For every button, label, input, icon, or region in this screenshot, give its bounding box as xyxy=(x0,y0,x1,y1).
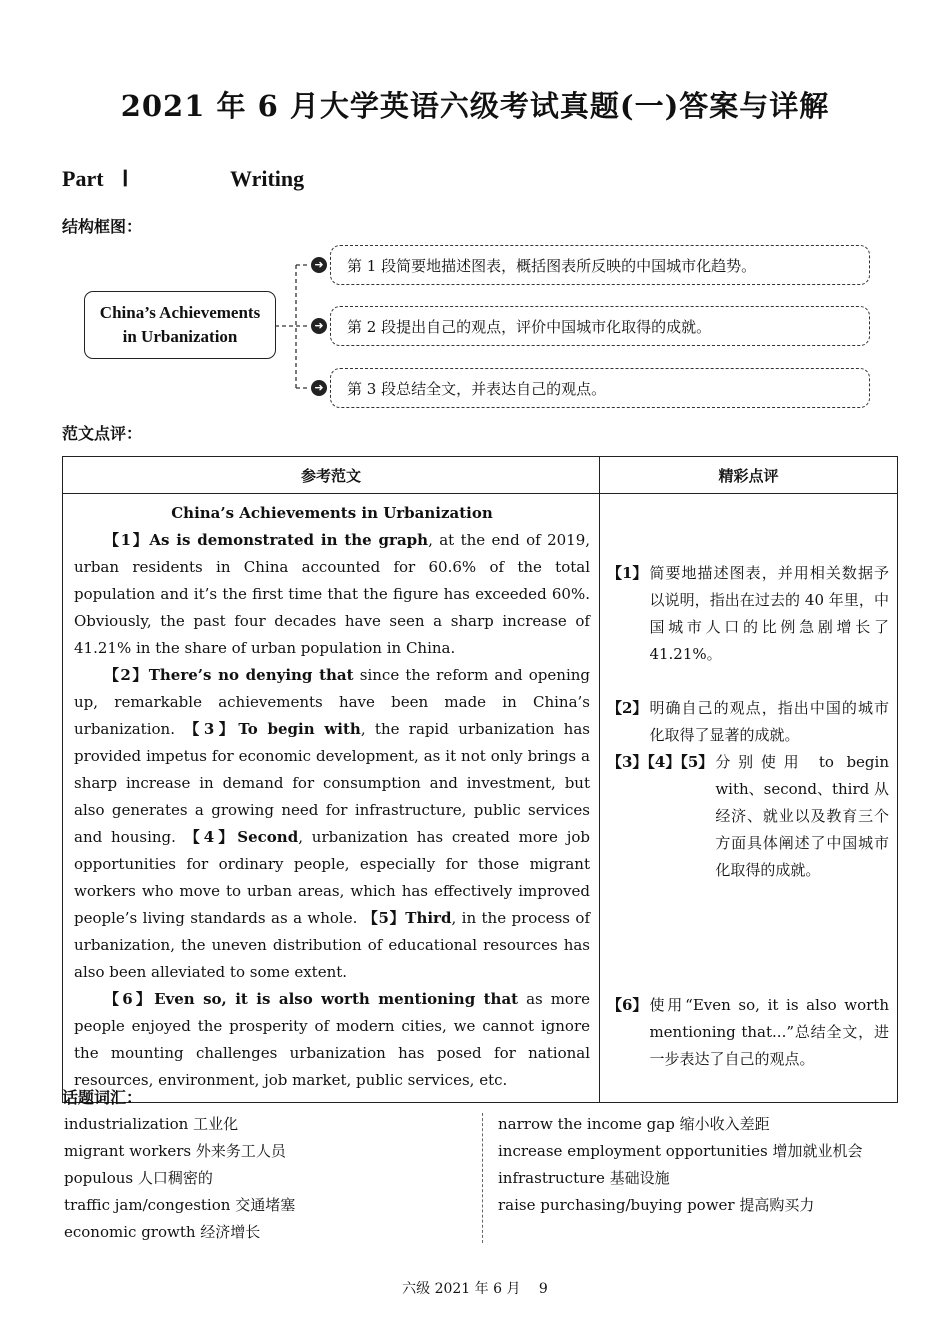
list-item: increase employment opportunities 增加就业机会 xyxy=(498,1142,863,1160)
arrow-right-icon: ➜ xyxy=(311,318,327,334)
page-title: 2021 年 6 月大学英语六级考试真题(一)答案与详解 xyxy=(120,89,830,123)
column-header-essay: 参考范文 xyxy=(63,457,600,494)
structure-branch-3: 第 3 段总结全文，并表达自己的观点。 xyxy=(330,368,870,408)
review-table xyxy=(62,456,898,1103)
comment-1: 【1】 简要地描述图表，并用相关数据予以说明，指出在过去的 40 年里，中国城市人口的比例急剧增长了 41.21%。 xyxy=(607,564,889,663)
list-item: narrow the income gap 缩小收入差距 xyxy=(498,1115,770,1133)
essay-paragraph-2: 【2】There’s no denying that since the reform and opening up, remarkable achievements have been made in China’s urbanization. 【3】To begin with, the rapid urbanization has provided impetus for economic development, as it not only brings a sharp increase in demand for consumption and investment, but also generates a growing need for infrastructure, public services and housing. 【4】Second, urbanization has created more job opportunities for ordinary people, especially for those migrant workers who move to urban areas, which has effectively improved people’s living standards as a whole. 【5】Third, in the process of urbanization, the uneven distribution of educational resources has also been alleviated to some extent. xyxy=(74,666,591,981)
comments-cell xyxy=(600,494,898,1103)
comment-2: 【2】 明确自己的观点，指出中国的城市化取得了显著的成就。 xyxy=(607,699,889,744)
part-label: Part xyxy=(62,166,104,191)
essay-paragraph-1: 【1】As is demonstrated in the graph, at the end of 2019, urban residents in China accounted for 60.6% of the total population and it’s the first time that the figure has exceeded 60%. Obviously, the past four decades have seen a sharp increase of 41.21% in the share of urban population in China. xyxy=(74,531,591,657)
structure-label: 结构框图： xyxy=(62,217,143,236)
page-footer: 六级 2021 年 6 月 9 xyxy=(402,1281,548,1297)
part-number: Ⅰ xyxy=(122,166,129,191)
list-item: industrialization 工业化 xyxy=(64,1115,239,1133)
vocab-divider xyxy=(482,1113,483,1243)
structure-branch-2: 第 2 段提出自己的观点，评价中国城市化取得的成就。 xyxy=(330,306,870,346)
list-item: infrastructure 基础设施 xyxy=(498,1169,670,1187)
structure-center-line-2: in Urbanization xyxy=(122,327,238,346)
comment-3: 【3】【4】【5】 分别使用 to begin with、second、third 从经济、就业以及教育三个方面具体阐述了中国城市化取得的成就。 xyxy=(607,753,889,879)
essay-cell xyxy=(63,494,600,1103)
review-label: 范文点评： xyxy=(62,424,143,443)
list-item: raise purchasing/buying power 提高购买力 xyxy=(498,1196,815,1214)
essay-title: China’s Achievements in Urbanization xyxy=(171,504,493,522)
vocab-list-left xyxy=(64,1111,464,1246)
list-item: migrant workers 外来务工人员 xyxy=(64,1142,286,1160)
vocab-label: 话题词汇： xyxy=(62,1088,143,1107)
list-item: economic growth 经济增长 xyxy=(64,1223,261,1241)
column-header-comments: 精彩点评 xyxy=(600,457,898,494)
arrow-right-icon: ➜ xyxy=(311,257,327,273)
essay-paragraph-3: 【6】Even so, it is also worth mentioning that as more people enjoyed the prosperity of modern cities, we cannot ignore the mounting challenges urbanization has posed for national resources, environment, job market, public services, etc. xyxy=(74,990,591,1089)
list-item: traffic jam/congestion 交通堵塞 xyxy=(64,1196,296,1214)
list-item: populous 人口稠密的 xyxy=(64,1169,213,1187)
arrow-right-icon: ➜ xyxy=(311,380,327,396)
vocab-list-right xyxy=(498,1111,918,1219)
part-title: Writing xyxy=(230,166,305,191)
structure-center-line-1: China’s Achievements xyxy=(99,303,261,322)
structure-connectors xyxy=(0,0,950,420)
comment-4: 【6】 使用“Even so, it is also worth mentioning that...”总结全文，进一步表达了自己的观点。 xyxy=(607,996,889,1068)
structure-branch-1: 第 1 段简要地描述图表，概括图表所反映的中国城市化趋势。 xyxy=(330,245,870,285)
